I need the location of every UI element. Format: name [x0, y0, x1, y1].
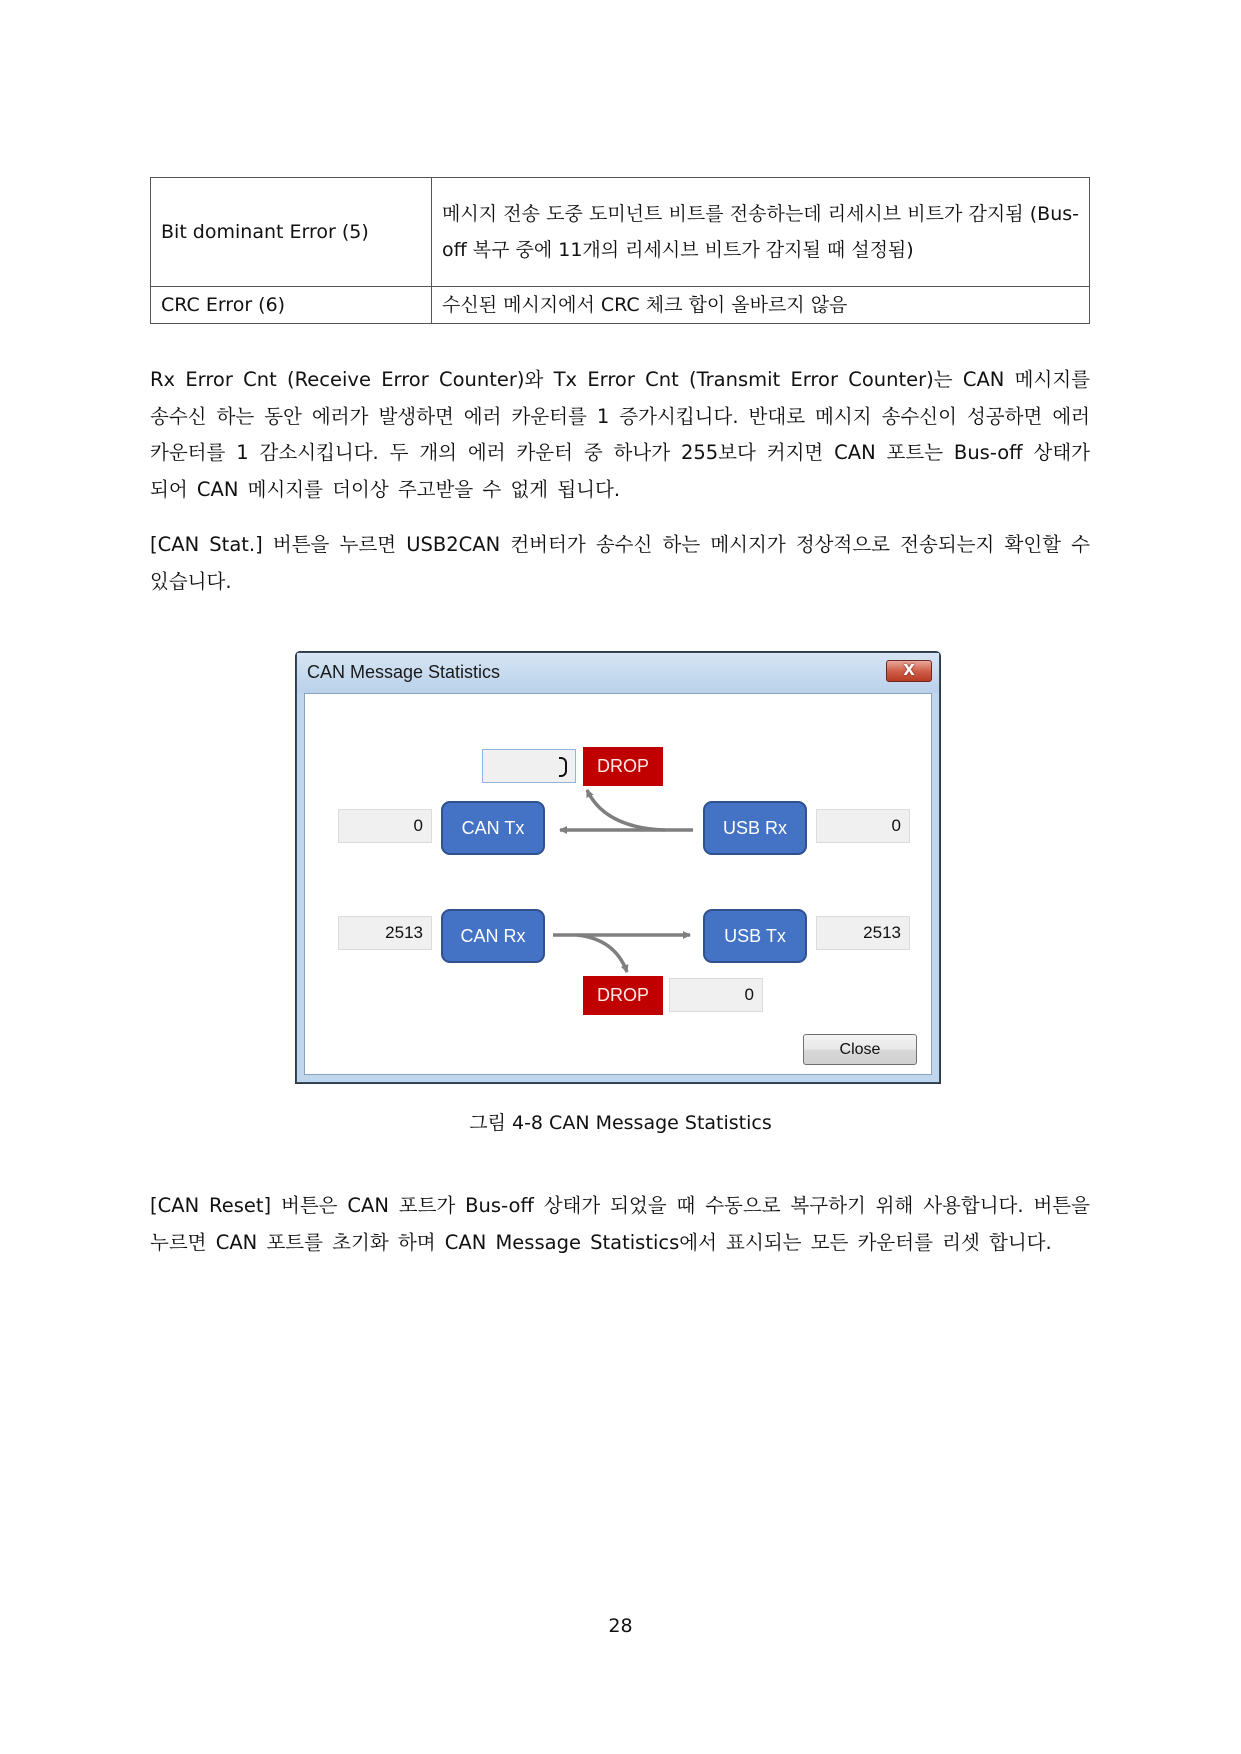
error-counter-paragraph: Rx Error Cnt (Receive Error Counter)와 Tx Error Cnt (Transmit Error Counter)는 CAN 메시지를 송수신 하는 동안 에러가 발생하면 에러 카운터를 1 증가시킵니다. 반대로 메시지 송수신이 성공하면 에러 카운터를 1 감소시킵니다. 두 개의 에러 카운터 중 하나가 255보다 커지면 CAN 포트는 Bus-off 상태가 되어 CAN 메시지를 더이상 주고받을 수 없게 됩니다.	[150, 368, 1090, 501]
error-table	[150, 177, 1090, 324]
dialog-titlebar[interactable]	[297, 653, 939, 693]
close-button[interactable]: Close	[803, 1034, 917, 1065]
rx-drop-label: DROP	[583, 976, 663, 1015]
error-description: 수신된 메시지에서 CRC 체크 합이 올바르지 않음	[432, 287, 1090, 324]
error-description: 메시지 전송 도중 도미넌트 비트를 전송하는데 리세시브 비트가 감지됨 (Bus-off 복구 중에 11개의 리세시브 비트가 감지될 때 설정됨)	[432, 178, 1090, 287]
error-name: CRC Error (6)	[151, 287, 432, 324]
close-icon: X	[903, 661, 915, 679]
usb-tx-node: USB Tx	[703, 909, 807, 963]
can-stat-paragraph: [CAN Stat.] 버튼을 누르면 USB2CAN 컨버터가 송수신 하는 메시지가 정상적으로 전송되는지 확인할 수 있습니다.	[150, 533, 1090, 593]
table-row	[151, 178, 1090, 287]
can-tx-node: CAN Tx	[441, 801, 545, 855]
tx-drop-label: DROP	[583, 747, 663, 786]
tx-drop-count-field[interactable]	[482, 749, 576, 783]
usb-rx-node: USB Rx	[703, 801, 807, 855]
error-name: Bit dominant Error (5)	[151, 178, 432, 287]
rx-drop-count-field[interactable]: 0	[669, 978, 763, 1012]
dialog-title: CAN Message Statistics	[307, 662, 501, 682]
can-reset-paragraph: [CAN Reset] 버튼은 CAN 포트가 Bus-off 상태가 되었을 때 수동으로 복구하기 위해 사용합니다. 버튼을 누르면 CAN 포트를 초기화 하며 CAN Message Statistics에서 표시되는 모든 카운터를 리셋 합니다.	[150, 1194, 1090, 1254]
figure-caption: 그림 4-8 CAN Message Statistics	[469, 1112, 772, 1134]
usb-rx-count-field[interactable]: 0	[816, 809, 910, 843]
can-rx-node: CAN Rx	[441, 909, 545, 963]
dialog-client-area	[304, 693, 932, 1075]
arrow-to-top-drop	[587, 790, 665, 830]
page-number: 28	[608, 1615, 633, 1637]
can-tx-count-field[interactable]: 0	[338, 809, 432, 843]
arrow-to-bottom-drop	[577, 935, 627, 972]
usb-tx-count-field[interactable]: 2513	[816, 916, 910, 950]
can-rx-count-field[interactable]: 2513	[338, 916, 432, 950]
table-row	[151, 287, 1090, 324]
close-window-button[interactable]	[886, 660, 932, 682]
can-message-statistics-dialog	[296, 652, 940, 1083]
text-cursor-icon	[559, 757, 567, 777]
